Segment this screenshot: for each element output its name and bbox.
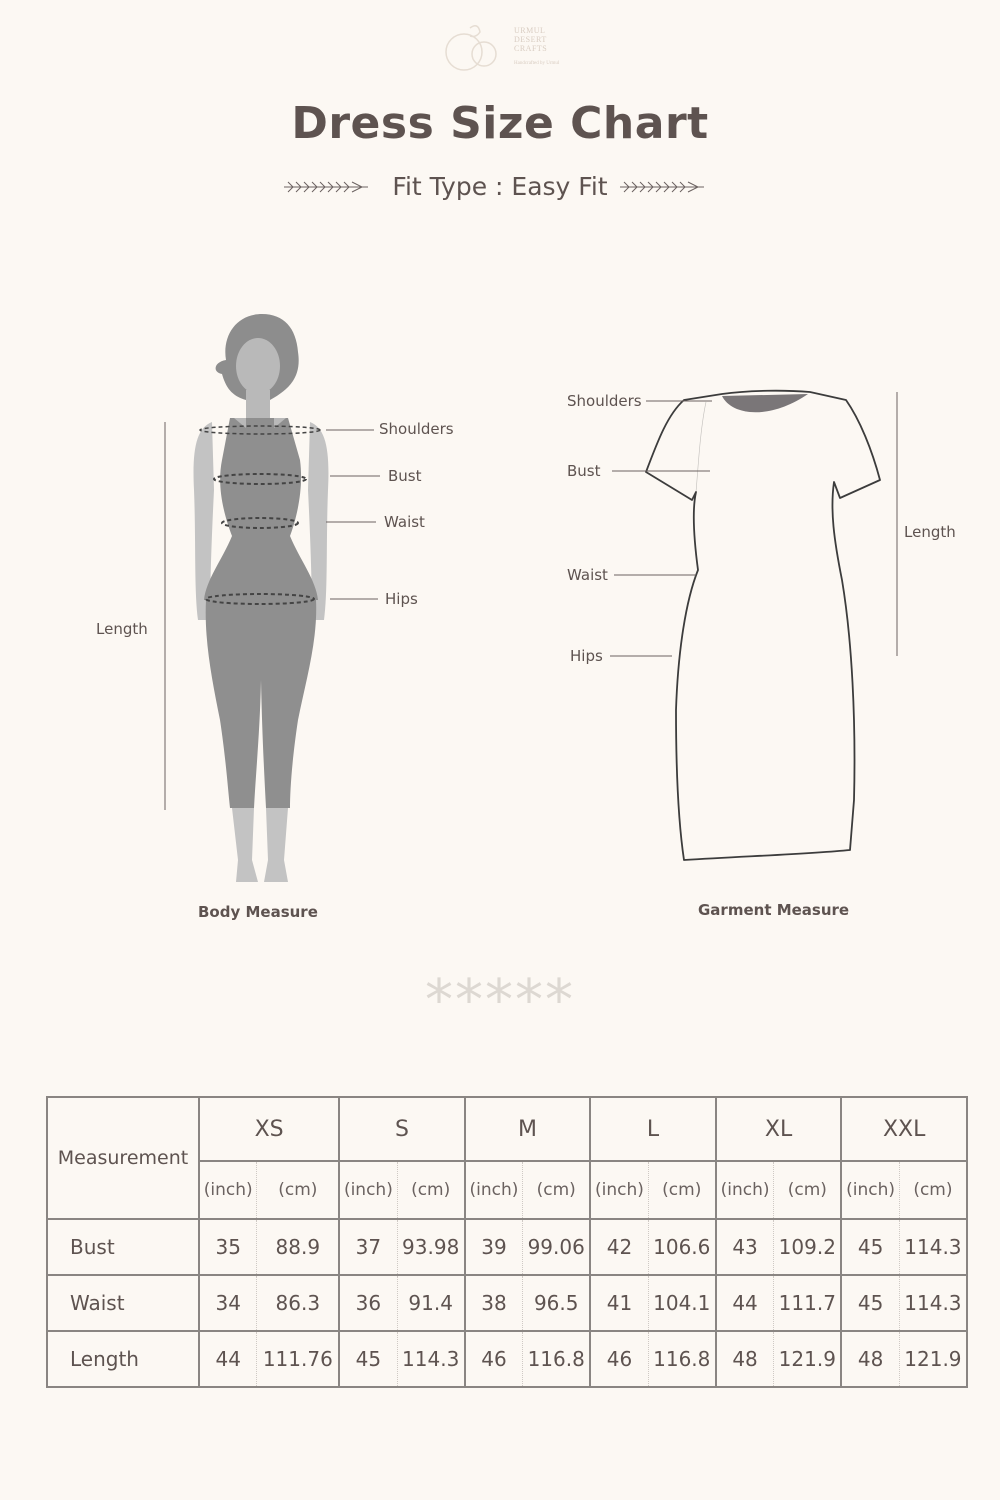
value-cell-cm: 86.3: [257, 1275, 339, 1331]
size-chart-table: [46, 1096, 968, 1388]
brand-logo: [440, 18, 570, 74]
value-cell-cm: 104.1: [648, 1275, 716, 1331]
unit-cm: (cm): [523, 1161, 591, 1219]
value-cell-inch: 44: [716, 1275, 774, 1331]
value-cell-cm: 106.6: [648, 1219, 716, 1275]
unit-inch: (inch): [199, 1161, 257, 1219]
value-cell-inch: 46: [590, 1331, 648, 1387]
body-silhouette-icon: [0, 300, 500, 900]
unit-inch: (inch): [716, 1161, 774, 1219]
arrow-ornament-right-icon: [618, 178, 708, 196]
measurement-header: Measurement: [47, 1097, 199, 1219]
logo-wordmark: [514, 26, 574, 53]
value-cell-cm: 111.76: [257, 1331, 339, 1387]
star-divider: *****: [425, 968, 575, 1033]
page-title: Dress Size Chart: [291, 98, 709, 149]
value-cell-inch: 45: [841, 1219, 899, 1275]
body-shoulders-label: Shoulders: [379, 420, 454, 438]
garment-shoulders-label: Shoulders: [567, 392, 642, 410]
logo-line: URMUL: [514, 26, 546, 35]
logo-line: CRAFTS: [514, 44, 548, 53]
value-cell-cm: 114.3: [397, 1331, 465, 1387]
size-header-xxl: XXL: [841, 1097, 967, 1161]
unit-cm: (cm): [774, 1161, 842, 1219]
size-header-xs: XS: [199, 1097, 339, 1161]
value-cell-cm: 121.9: [774, 1331, 842, 1387]
table-row: [47, 1331, 967, 1387]
unit-cm: (cm): [397, 1161, 465, 1219]
value-cell-cm: 114.3: [899, 1219, 967, 1275]
value-cell-inch: 42: [590, 1219, 648, 1275]
table-row: [47, 1275, 967, 1331]
value-cell-cm: 114.3: [899, 1275, 967, 1331]
value-cell-cm: 116.8: [523, 1331, 591, 1387]
row-label: Waist: [47, 1275, 199, 1331]
body-waist-label: Waist: [384, 513, 425, 531]
body-hips-label: Hips: [385, 590, 418, 608]
value-cell-cm: 116.8: [648, 1331, 716, 1387]
size-header-s: S: [339, 1097, 465, 1161]
value-cell-cm: 109.2: [774, 1219, 842, 1275]
value-cell-inch: 41: [590, 1275, 648, 1331]
unit-cm: (cm): [257, 1161, 339, 1219]
garment-length-label: Length: [904, 523, 956, 541]
body-length-label: Length: [96, 620, 148, 638]
unit-cm: (cm): [648, 1161, 716, 1219]
table-row: [47, 1219, 967, 1275]
unit-inch: (inch): [590, 1161, 648, 1219]
unit-inch: (inch): [465, 1161, 523, 1219]
value-cell-cm: 91.4: [397, 1275, 465, 1331]
value-cell-inch: 43: [716, 1219, 774, 1275]
value-cell-cm: 121.9: [899, 1331, 967, 1387]
garment-bust-label: Bust: [567, 462, 601, 480]
value-cell-cm: 111.7: [774, 1275, 842, 1331]
logo-mark-icon: [440, 18, 510, 74]
body-measure-figure: [0, 300, 500, 940]
value-cell-inch: 45: [841, 1275, 899, 1331]
value-cell-inch: 48: [716, 1331, 774, 1387]
value-cell-inch: 38: [465, 1275, 523, 1331]
value-cell-inch: 37: [339, 1219, 397, 1275]
value-cell-inch: 35: [199, 1219, 257, 1275]
value-cell-inch: 34: [199, 1275, 257, 1331]
size-header-m: M: [465, 1097, 591, 1161]
value-cell-inch: 39: [465, 1219, 523, 1275]
logo-line: DESERT: [514, 35, 547, 44]
subtitle-row: [0, 170, 1000, 206]
table-size-header-row: [47, 1097, 967, 1161]
value-cell-cm: 99.06: [523, 1219, 591, 1275]
garment-measure-caption: Garment Measure: [698, 901, 850, 919]
value-cell-inch: 48: [841, 1331, 899, 1387]
garment-waist-label: Waist: [567, 566, 608, 584]
garment-hips-label: Hips: [570, 647, 603, 665]
row-label: Bust: [47, 1219, 199, 1275]
value-cell-cm: 96.5: [523, 1275, 591, 1331]
size-header-xl: XL: [716, 1097, 842, 1161]
value-cell-cm: 93.98: [397, 1219, 465, 1275]
body-measure-caption: Body Measure: [198, 903, 318, 921]
unit-cm: (cm): [899, 1161, 967, 1219]
value-cell-inch: 44: [199, 1331, 257, 1387]
unit-inch: (inch): [841, 1161, 899, 1219]
value-cell-inch: 36: [339, 1275, 397, 1331]
dress-outline-icon: [500, 380, 1000, 880]
value-cell-inch: 46: [465, 1331, 523, 1387]
unit-inch: (inch): [339, 1161, 397, 1219]
table-body: [47, 1219, 967, 1387]
size-header-l: L: [590, 1097, 716, 1161]
body-bust-label: Bust: [388, 467, 422, 485]
fit-type-subtitle: Fit Type : Easy Fit: [392, 172, 608, 201]
value-cell-cm: 88.9: [257, 1219, 339, 1275]
value-cell-inch: 45: [339, 1331, 397, 1387]
garment-measure-figure: [500, 380, 1000, 940]
logo-tagline: Handcrafted by Urmul: [514, 61, 560, 66]
row-label: Length: [47, 1331, 199, 1387]
